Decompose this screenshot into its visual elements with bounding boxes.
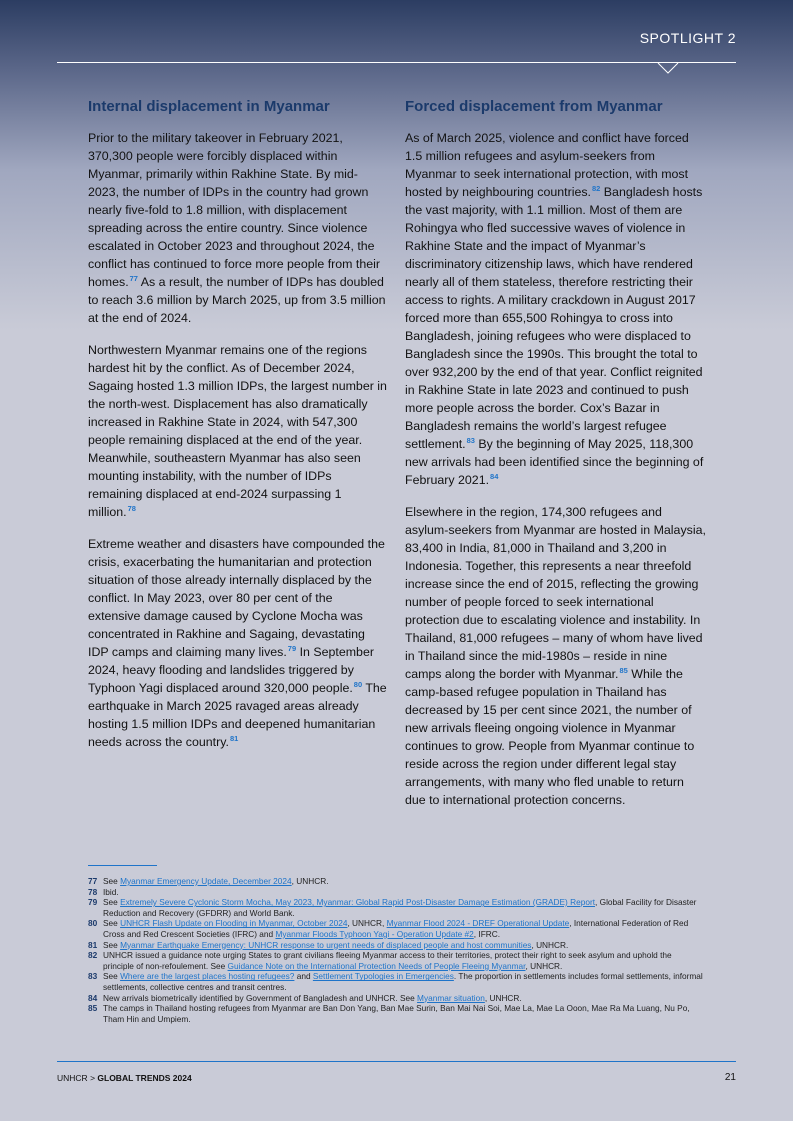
right-heading: Forced displacement from Myanmar <box>405 98 663 115</box>
page-number: 21 <box>724 1072 736 1083</box>
footnote-text: Ibid. <box>103 886 119 897</box>
paragraph-text: Prior to the military takeover in February 2021, 370,300 people were forcibly displaced within Myanmar, primarily within Rakhine State. By mid-2023, the number of IDPs in the country had grown nearly five-fold to 1.8 million, with displacement spreading across the entire country. Since violence escalated in October 2023 and throughout 2024, the conflict has continued to force more people from their homes. <box>88 131 381 289</box>
footnote-ref[interactable]: 77 <box>129 274 138 283</box>
footnote-ref[interactable]: 78 <box>127 504 136 513</box>
footnote-ref[interactable]: 79 <box>287 644 297 653</box>
footnote-number: 81 <box>88 939 98 950</box>
left-paragraph-3 <box>88 535 388 751</box>
section-label: SPOTLIGHT 2 <box>639 30 736 46</box>
footnote-82 <box>88 950 704 971</box>
footnote-text: See UNHCR Flash Update on Flooding in Myanmar, October 2024, UNHCR, Myanmar Flood 2024 - DREF Operational Update, International Federation of Red Cross and Red Crescent Societies (IFRC) and Myanmar Floods Typhoon Yagi - Operation Update #2, IFRC. <box>103 918 689 939</box>
footnotes-divider <box>88 865 157 866</box>
footnote-number: 79 <box>88 897 98 908</box>
footnote-link[interactable]: Myanmar situation <box>417 992 485 1003</box>
paragraph-text: Elsewhere in the region, 174,300 refugees and asylum-seekers from Myanmar are hosted in Malaysia, 83,400 in India, 81,000 in Thailand and 3,200 in Indonesia. Together, this represents a near threefold increase since the end of 2015, reflecting the growing number of people forced to seek international protection due to escalating violence and instability. In Thailand, 81,000 refugees – many of whom have lived in Thailand since the mid-1980s – reside in nine camps along the border with Myanmar. <box>405 505 706 681</box>
footnote-link[interactable]: Where are the largest places hosting refugees? <box>120 971 295 982</box>
footnote-84 <box>88 993 704 1004</box>
footnote-link[interactable]: Myanmar Earthquake Emergency: UNHCR response to urgent needs of displaced people and host communities <box>120 939 532 950</box>
footnote-number: 83 <box>88 971 98 982</box>
paragraph-text: Bangladesh hosts the vast majority, with 1.1 million. Most of them are Rohingya who fled successive waves of violence in Rakhine State and the impact of Myanmar’s discriminatory citizenship laws, which have rendered nearly all of them stateless, therefore restricting their access to rights. A military crackdown in August 2017 forced more than 655,500 Rohingya to cross into Bangladesh, joining refugees who were displaced to Bangladesh since the 1990s. This brought the total to over 932,200 by the end of that year. Conflict reignited in Rakhine State in late 2023 and continued to push more people across the border. Cox’s Bazar in Bangladesh remains the world’s largest refugee settlement. <box>405 185 703 451</box>
footnote-link[interactable]: Extremely Severe Cyclonic Storm Mocha, May 2023, Myanmar: Global Rapid Post-Disaster Damage Estimation (GRADE) Report <box>120 897 596 908</box>
right-column <box>405 97 707 823</box>
paragraph-text: The earthquake in March 2025 ravaged areas already hosting 1.5 million IDPs and deepened humanitarian needs across the country. <box>88 681 387 749</box>
footnote-number: 85 <box>88 1003 98 1014</box>
footnotes <box>88 876 704 1024</box>
footer-report-title: GLOBAL TRENDS 2024 <box>97 1073 192 1083</box>
footnote-number: 77 <box>88 876 98 886</box>
paragraph-text: In September 2024, heavy flooding and landslides triggered by Typhoon Yagi displaced around 320,000 people. <box>88 645 374 695</box>
footnote-text: UNHCR issued a guidance note urging States to grant civilians fleeing Myanmar access to their territories, protect their right to seek asylum and uphold the principle of non-refoulement. See Guidance Note on the International Protection Needs of People Fleeing Myanmar, UNHCR. <box>103 950 672 971</box>
paragraph-text: By the beginning of May 2025, 118,300 new arrivals had been identified since the beginning of February 2021. <box>405 437 704 487</box>
footnote-text: See Where are the largest places hosting refugees? and Settlement Typologies in Emergencies. The proportion in settlements includes formal settlements, informal settlements, collective centres and transit centres. <box>103 971 703 992</box>
paragraph-text: Extreme weather and disasters have compounded the crisis, exacerbating the humanitarian and protection situation of those already internally displaced by the conflict. In May 2023, over 80 per cent of the extensive damage caused by Cyclone Mocha was concentrated in Rakhine and Sagaing, devastating IDP camps and claiming many lives. <box>88 537 385 659</box>
header-notch-icon <box>657 63 679 75</box>
left-column <box>88 97 388 765</box>
right-paragraph-2 <box>405 503 707 809</box>
paragraph-text: While the camp-based refugee population in Thailand has decreased by 15 per cent since 2021, the number of new arrivals fleeing ongoing violence in Myanmar continues to grow. People from Myanmar continue to reside across the region under different legal stay arrangements, with many who fled unable to return due to international protection concerns. <box>405 667 695 807</box>
footnote-ref[interactable]: 80 <box>353 680 363 689</box>
footnote-number: 80 <box>88 918 98 929</box>
left-heading: Internal displacement in Myanmar <box>88 98 330 115</box>
footnote-text: See Myanmar Earthquake Emergency: UNHCR response to urgent needs of displaced people and host communities, UNHCR. <box>103 939 569 950</box>
footnote-78 <box>88 887 704 898</box>
footnote-ref[interactable]: 85 <box>619 666 628 675</box>
footer-divider <box>57 1061 736 1062</box>
footnote-79 <box>88 897 704 918</box>
footer-publisher: UNHCR <box>57 1073 88 1083</box>
paragraph-text: As a result, the number of IDPs has doubled to reach 3.6 million by March 2025, up from 3.5 million at the end of 2024. <box>88 275 386 325</box>
footnote-ref[interactable]: 83 <box>466 436 475 445</box>
left-paragraph-2 <box>88 341 388 521</box>
footnote-83 <box>88 971 704 992</box>
footnote-link[interactable]: Myanmar Floods Typhoon Yagi - Operation Update #2 <box>275 928 474 939</box>
footnote-85 <box>88 1003 704 1024</box>
footnote-number: 82 <box>88 950 98 961</box>
header-divider <box>57 62 736 63</box>
footnote-text: The camps in Thailand hosting refugees from Myanmar are Ban Don Yang, Ban Mae Surin, Ban Mai Nai Soi, Mae La, Mae La Ooon, Mae Ra Ma Luang, Nu Po, Tham Hin and Umpiem. <box>103 1003 690 1024</box>
footnote-ref[interactable]: 84 <box>490 472 499 481</box>
footnote-81 <box>88 940 704 951</box>
footnote-link[interactable]: UNHCR Flash Update on Flooding in Myanmar, October 2024 <box>120 918 348 929</box>
paragraph-text: As of March 2025, violence and conflict have forced 1.5 million refugees and asylum-seekers from Myanmar to seek international protection, with most hosted by neighbouring countries. <box>405 131 689 199</box>
footnote-text: New arrivals biometrically identified by Government of Bangladesh and UNHCR. See Myanmar situation, UNHCR. <box>103 992 522 1003</box>
footnote-ref[interactable]: 81 <box>229 734 239 743</box>
footnote-text: See Myanmar Emergency Update, December 2024, UNHCR. <box>103 876 329 886</box>
left-paragraph-1 <box>88 129 388 327</box>
footnote-link[interactable]: Myanmar Flood 2024 - DREF Operational Update <box>386 918 570 929</box>
footnote-77 <box>88 876 704 887</box>
footnote-number: 84 <box>88 992 98 1003</box>
footnote-link[interactable]: Myanmar Emergency Update, December 2024 <box>120 876 292 886</box>
right-paragraph-1 <box>405 129 707 489</box>
footer-separator: > <box>87 1073 98 1083</box>
footnote-number: 78 <box>88 886 98 897</box>
footnote-ref[interactable]: 82 <box>592 184 601 193</box>
footnote-link[interactable]: Guidance Note on the International Protection Needs of People Fleeing Myanmar <box>227 960 526 971</box>
footer-publication <box>57 1073 192 1083</box>
footnote-link[interactable]: Settlement Typologies in Emergencies <box>312 971 454 982</box>
footnote-text: See Extremely Severe Cyclonic Storm Mocha, May 2023, Myanmar: Global Rapid Post-Disaster Damage Estimation (GRADE) Report, Global Facility for Disaster Reduction and Recovery (GFDRR) and World Bank. <box>103 897 697 918</box>
paragraph-text: Northwestern Myanmar remains one of the regions hardest hit by the conflict. As of December 2024, Sagaing hosted 1.3 million IDPs, the largest number in the north-west. Displacement has also dramatically increased in Rakhine State in 2024, with 547,300 people remaining displaced at the end of the year. Meanwhile, southeastern Myanmar has also seen mounting instability, with the number of IDPs remaining displaced at end-2024 surpassing 1 million. <box>88 343 387 519</box>
footnote-80 <box>88 918 704 939</box>
